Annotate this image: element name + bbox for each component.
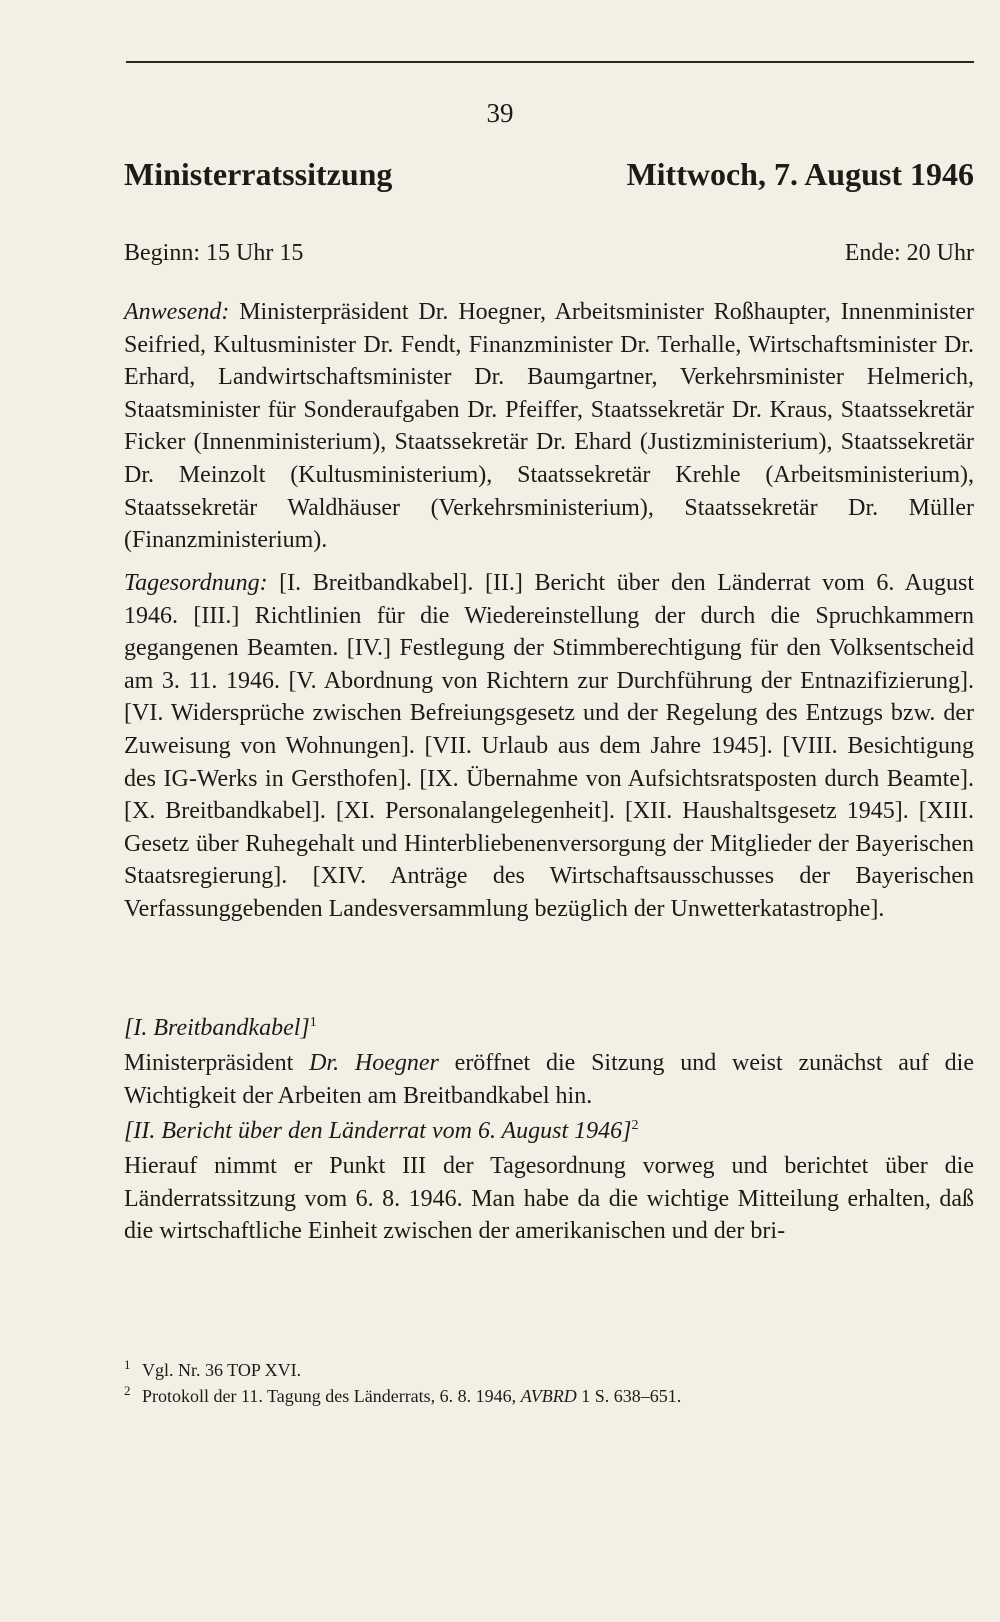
person-name: Dr. Hoegner — [309, 1050, 439, 1076]
section-heading-2 — [124, 1118, 974, 1145]
attendance-text: Ministerpräsident Dr. Hoegner, Arbeitsminister Roßhaupter, Innenminister Seifried, Kultusminister Dr. Fendt, Finanzminister Dr. Terhalle, Wirtschaftsminister Dr. Erhard, Landwirtschaftsminister Dr. Baumgartner, Verkehrsminister Helmerich, Staatsminister für Sonderaufgaben Dr. Pfeiffer, Staatssekretär Dr. Kraus, Staatssekretär Ficker (Innenministerium), Staatssekretär Dr. Ehard (Justizministerium), Staatssekretär Dr. Meinzolt (Kultusministerium), Staatssekretär Krehle (Arbeitsministerium), Staatssekretär Waldhäuser (Verkehrsministerium), Staatssekretär Dr. Müller (Finanzministerium). — [124, 299, 974, 554]
session-heading — [124, 156, 974, 193]
section1-text-b: eröffnet die Sitzung und weist zunächst auf die Wichtigkeit der Arbeiten am Breitbandkabel hin. — [124, 1050, 974, 1109]
footnote-ref-2: 2 — [631, 1118, 639, 1133]
agenda-paragraph — [124, 567, 974, 926]
footnote-text: Vgl. Nr. 36 TOP XVI. — [142, 1360, 302, 1380]
header-rule — [126, 61, 974, 63]
heading-title: Ministerratssitzung — [124, 156, 393, 192]
agenda-label: Tagesordnung: — [124, 570, 268, 596]
section-paragraph-1 — [124, 1047, 974, 1112]
footnote-2: 2 Protokoll der 11. Tagung des Länderrats, 6. 8. 1946, AVBRD 1 S. 638–651. — [124, 1383, 682, 1406]
heading-date: Mittwoch, 7. August 1946 — [626, 156, 974, 192]
section1-text-a: Ministerpräsident — [124, 1050, 310, 1076]
footnote-source: AVBRD — [520, 1386, 577, 1406]
end-time: Ende: 20 Uhr — [844, 240, 974, 266]
attendance-label: Anwesend: — [124, 299, 230, 325]
agenda-text: [I. Breitbandkabel]. [II.] Bericht über den Länderrat vom 6. August 1946. [III.] Richtlinien für die Wiedereinstellung der durch die Spruchkammern gegangenen Beamten. [IV.] Festlegung der Stimmberechtigung für den Volksentscheid am 3. 11. 1946. [V. Abordnung von Richtern zur Durchführung der Entnazifizierung]. [VI. Widersprüche zwischen Befreiungsgesetz und der Regelung des Entzugs bzw. der Zuweisung von Wohnungen]. [VII. Urlaub aus dem Jahre 1945]. [VIII. Besichtigung des IG-Werks in Gersthofen]. [IX. Übernahme von Aufsichtsratsposten durch Beamte]. [X. Breitbandkabel]. [XI. Personalangelegenheit]. [XII. Haushaltsgesetz 1945]. [XIII. Gesetz über Ruhegehalt und Hinterbliebenenversorgung der Mitglieder der Bayerischen Staatsregierung]. [XIV. Anträge des Wirtschaftsausschusses der Bayerischen Verfassunggebenden Landesversammlung bezüglich der Unwetterkatastrophe]. — [124, 570, 974, 922]
section-paragraph-2: Hierauf nimmt er Punkt III der Tagesordnung vorweg und berichtet über die Länderratssitzung vom 6. 8. 1946. Man habe da die wichtige Mitteilung erhalten, daß die wirtschaftliche Einheit zwischen der amerikanischen und der bri- — [124, 1153, 974, 1245]
footnote-1: 1 Vgl. Nr. 36 TOP XVI. — [124, 1357, 302, 1380]
begin-time: Beginn: 15 Uhr 15 — [124, 240, 304, 266]
page-number: 39 — [486, 98, 514, 128]
footnote-ref-1: 1 — [309, 1015, 317, 1030]
session-times — [124, 240, 974, 267]
section-title-2: [II. Bericht über den Länderrat vom 6. August 1946] — [124, 1118, 632, 1144]
footnote-text-b: 1 S. 638–651. — [576, 1386, 682, 1406]
section-title-1: [I. Breitbandkabel] — [124, 1015, 310, 1041]
section-heading-1 — [124, 1015, 974, 1042]
footnote-text-a: Protokoll der 11. Tagung des Länderrats, 6. 8. 1946, — [142, 1386, 521, 1406]
attendance-paragraph — [124, 296, 974, 557]
